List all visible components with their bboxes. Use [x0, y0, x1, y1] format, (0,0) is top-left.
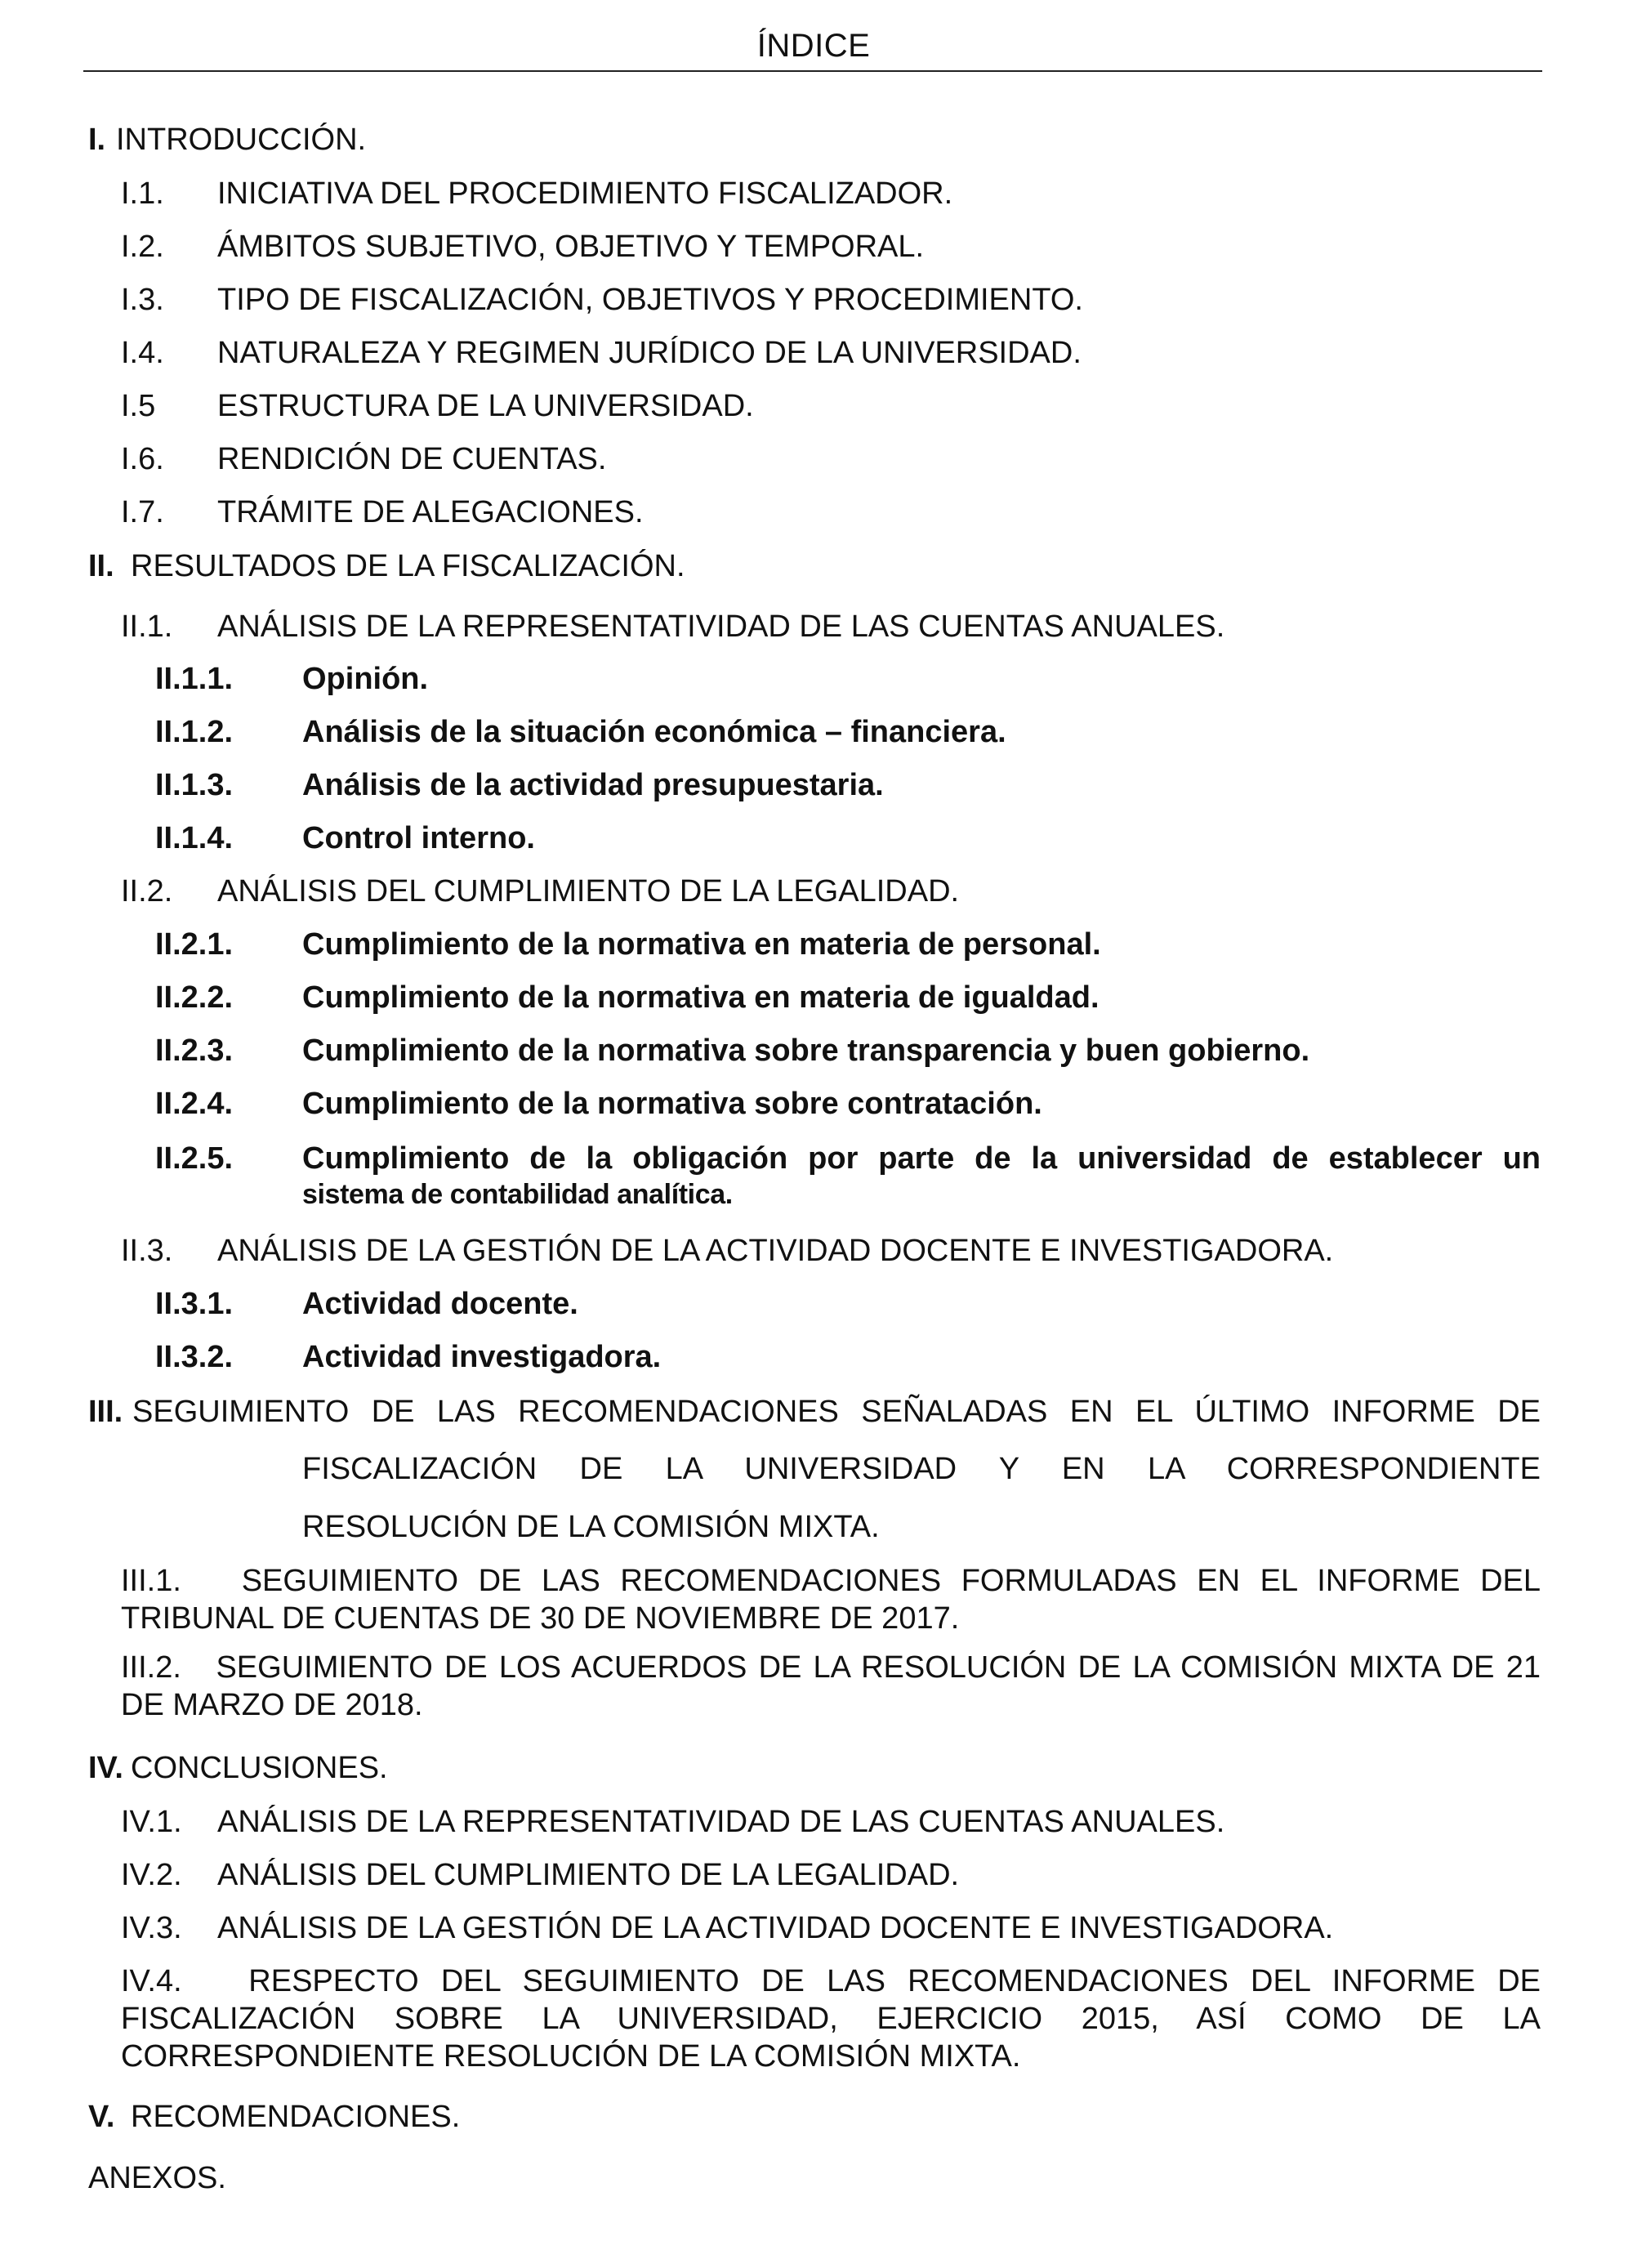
- toc-entry-iv-4[interactable]: [121, 1962, 1541, 2075]
- toc-entry-title: Control interno.: [302, 821, 535, 855]
- toc-entry-title: ANÁLISIS DE LA GESTIÓN DE LA ACTIVIDAD DOCENTE E INVESTIGADORA.: [217, 1911, 1334, 1945]
- toc-entry-title: ANÁLISIS DE LA GESTIÓN DE LA ACTIVIDAD DOCENTE E INVESTIGADORA.: [217, 1234, 1334, 1268]
- toc-entry-title: Cumplimiento de la normativa en materia de igualdad.: [302, 980, 1100, 1015]
- toc-entry-title: Cumplimiento de la normativa sobre transparencia y buen gobierno.: [302, 1034, 1310, 1068]
- toc-entry-number: II.2.3.: [155, 1034, 234, 1068]
- toc-entry-number: I.3.: [121, 283, 164, 317]
- toc-entry-title: SEGUIMIENTO DE LOS ACUERDOS DE LA RESOLUCIÓN DE LA COMISIÓN MIXTA DE 21 DE MARZO DE 2018.: [121, 1650, 1541, 1722]
- toc-entry-title-line-2: FISCALIZACIÓN DE LA UNIVERSIDAD Y EN LA CORRESPONDIENTE: [302, 1452, 1541, 1486]
- toc-entry-title: RESULTADOS DE LA FISCALIZACIÓN.: [131, 549, 685, 583]
- toc-entry-title: INICIATIVA DEL PROCEDIMIENTO FISCALIZADOR.: [217, 176, 953, 211]
- toc-entry-number: IV.4.: [121, 1964, 182, 1998]
- toc-entry-number: II.1.4.: [155, 821, 234, 855]
- toc-entry-title: TIPO DE FISCALIZACIÓN, OBJETIVOS Y PROCEDIMIENTO.: [217, 283, 1083, 317]
- toc-entry-title-line-1: SEGUIMIENTO DE LAS RECOMENDACIONES SEÑALADAS EN EL ÚLTIMO INFORME DE: [132, 1395, 1541, 1429]
- toc-entry-title: NATURALEZA Y REGIMEN JURÍDICO DE LA UNIVERSIDAD.: [217, 336, 1082, 370]
- toc-entry-title-line-1: Cumplimiento de la obligación por parte de la universidad de establecer un: [302, 1141, 1541, 1176]
- toc-entry-title: ESTRUCTURA DE LA UNIVERSIDAD.: [217, 389, 754, 423]
- toc-entry-title: ANÁLISIS DEL CUMPLIMIENTO DE LA LEGALIDAD.: [217, 1858, 960, 1892]
- toc-entry-number: II.2.5.: [155, 1141, 234, 1176]
- toc-entry-number: II.2.4.: [155, 1087, 234, 1121]
- toc-entry-number: I.6.: [121, 442, 164, 476]
- toc-entry-number: II.3.2.: [155, 1340, 234, 1374]
- toc-entry-number: II.3.: [121, 1234, 173, 1268]
- toc-entry-title: ANÁLISIS DE LA REPRESENTATIVIDAD DE LAS CUENTAS ANUALES.: [217, 609, 1225, 644]
- toc-entry-title: Análisis de la situación económica – financiera.: [302, 715, 1006, 749]
- page-title: ÍNDICE: [756, 28, 871, 64]
- toc-entry-number: II.1.: [121, 609, 173, 644]
- toc-entry-number: III.1.: [121, 1564, 181, 1598]
- toc-entry-number: IV.2.: [121, 1858, 182, 1892]
- toc-entry-number: V.: [88, 2100, 115, 2134]
- toc-entry-title: Cumplimiento de la normativa en materia de personal.: [302, 927, 1101, 962]
- toc-entry-number: I.: [88, 123, 106, 157]
- toc-entry-title-line-2: sistema de contabilidad analítica.: [302, 1179, 733, 1210]
- toc-entry-title-line-3: RESOLUCIÓN DE LA COMISIÓN MIXTA.: [302, 1510, 880, 1544]
- toc-entry-iii-1[interactable]: [121, 1562, 1541, 1637]
- toc-entry-number: IV.1.: [121, 1805, 182, 1839]
- toc-entry-title: ANÁLISIS DEL CUMPLIMIENTO DE LA LEGALIDAD.: [217, 874, 960, 909]
- toc-entry-title: RESPECTO DEL SEGUIMIENTO DE LAS RECOMENDACIONES DEL INFORME DE FISCALIZACIÓN SOBRE LA UNIVERSIDAD, EJERCICIO 2015, ASÍ COMO DE LA CORRESPONDIENTE RESOLUCIÓN DE LA COMISIÓN MIXTA.: [121, 1964, 1541, 2074]
- toc-entry-annexes[interactable]: ANEXOS.: [88, 2161, 226, 2195]
- toc-entry-number: I.2.: [121, 230, 164, 264]
- toc-entry-title: ÁMBITOS SUBJETIVO, OBJETIVO Y TEMPORAL.: [217, 230, 925, 264]
- toc-entry-title: RENDICIÓN DE CUENTAS.: [217, 442, 607, 476]
- toc-entry-number: I.1.: [121, 176, 164, 211]
- toc-entry-number: III.: [88, 1395, 123, 1429]
- toc-entry-number: I.4.: [121, 336, 164, 370]
- toc-entry-iii-2[interactable]: [121, 1649, 1541, 1724]
- toc-entry-number: II.1.2.: [155, 715, 234, 749]
- toc-entry-number: II.: [88, 549, 114, 583]
- toc-entry-number: I.5: [121, 389, 156, 423]
- toc-entry-title: Opinión.: [302, 662, 429, 696]
- toc-entry-number: II.1.1.: [155, 662, 234, 696]
- toc-entry-number: II.1.3.: [155, 768, 234, 802]
- toc-entry-title: CONCLUSIONES.: [131, 1751, 388, 1785]
- toc-entry-title: INTRODUCCIÓN.: [116, 123, 367, 157]
- toc-entry-title: Actividad docente.: [302, 1287, 578, 1321]
- toc-entry-number: II.2.1.: [155, 927, 234, 962]
- toc-entry-number: II.2.2.: [155, 980, 234, 1015]
- toc-entry-title: Cumplimiento de la normativa sobre contratación.: [302, 1087, 1042, 1121]
- toc-entry-title: TRÁMITE DE ALEGACIONES.: [217, 495, 644, 529]
- toc-entry-number: II.3.1.: [155, 1287, 234, 1321]
- toc-entry-title: RECOMENDACIONES.: [131, 2100, 461, 2134]
- toc-entry-number: II.2.: [121, 874, 173, 909]
- toc-entry-title: Análisis de la actividad presupuestaria.: [302, 768, 884, 802]
- toc-entry-title: ANÁLISIS DE LA REPRESENTATIVIDAD DE LAS CUENTAS ANUALES.: [217, 1805, 1225, 1839]
- toc-entry-number: IV.3.: [121, 1911, 182, 1945]
- toc-entry-number: I.7.: [121, 495, 164, 529]
- toc-entry-number: IV.: [88, 1751, 123, 1785]
- toc-entry-number: III.2.: [121, 1650, 181, 1685]
- toc-entry-title: Actividad investigadora.: [302, 1340, 662, 1374]
- toc-entry-title: SEGUIMIENTO DE LAS RECOMENDACIONES FORMULADAS EN EL INFORME DEL TRIBUNAL DE CUENTAS DE 30 DE NOVIEMBRE DE 2017.: [121, 1564, 1541, 1636]
